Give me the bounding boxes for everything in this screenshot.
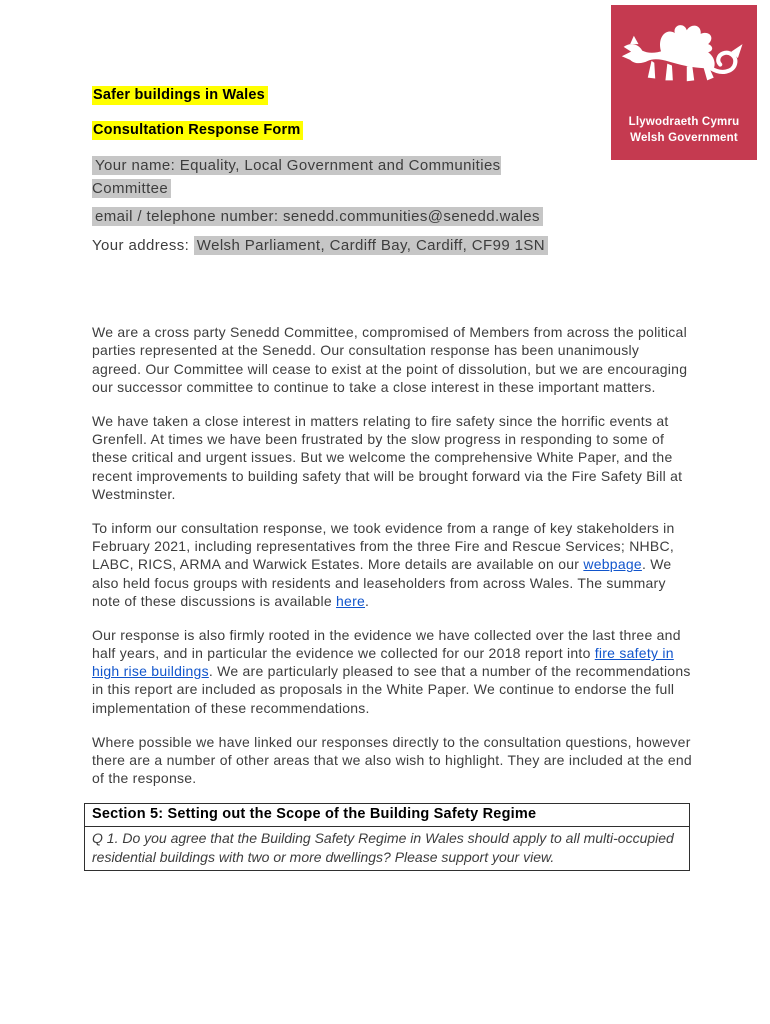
- table-row: [85, 804, 690, 827]
- name-label: Your name:: [95, 157, 176, 175]
- document-title-row: [92, 86, 692, 104]
- section-5-question-table: [84, 803, 690, 870]
- document-subtitle-row: [92, 121, 692, 139]
- paragraph-intro: We are a cross party Senedd Committee, compromised of Members from across the political parties represented at the Senedd. Our consultation response has been unanimously agreed. Our Committee will cease to exist at the point of dissolution, but we are encouraging our successor committee to continue to take a close interest in these important matters.: [92, 324, 688, 395]
- paragraph-text: .: [365, 592, 370, 609]
- paragraph-text: . We also held focus groups with residents and leaseholders from across Wales. The summary note of these discussions is available: [92, 556, 672, 609]
- respondent-name-row: [92, 155, 582, 200]
- fire-safety-report-link[interactable]: fire safety in high rise buildings: [92, 645, 674, 680]
- logo-text-english: Welsh Government: [630, 132, 738, 145]
- respondent-email-row: [92, 206, 582, 229]
- respondent-details: [92, 155, 582, 257]
- email-label: email / telephone number:: [95, 208, 279, 226]
- logo-text-welsh: Llywodraeth Cymru: [628, 115, 740, 128]
- response-body: [92, 323, 692, 787]
- paragraph-responses-note: Where possible we have linked our responses directly to the consultation questions, however there are a number of other areas that we also wish to highlight. They are included at the end of the response.: [92, 733, 692, 787]
- address-value: Welsh Parliament, Cardiff Bay, Cardiff, CF99 1SN: [194, 236, 548, 255]
- paragraph-text: Our response is also firmly rooted in the evidence we have collected over the last three and half years, and in particular the evidence we collected for our 2018 report into: [92, 626, 681, 662]
- question-1-text: Q 1. Do you agree that the Building Safety Regime in Wales should apply to all multi-occupied residential buildings with two or more dwellings? Please support your view.: [85, 827, 690, 870]
- document-content: [92, 0, 692, 871]
- paragraph-2018-report: [92, 626, 692, 717]
- summary-note-link[interactable]: here: [336, 592, 366, 609]
- section-title: Section 5: Setting out the Scope of the Building Safety Regime: [85, 804, 690, 827]
- paragraph-fire-safety-interest: We have taken a close interest in matters relating to fire safety since the horrific events at Grenfell. At times we have been frustrated by the slow progress in responding to some of these critical and urgent issues. But we welcome the comprehensive White Paper, and the recent improvements to building safety that will be brought forward via the Fire Safety Bill at Westminster.: [92, 413, 683, 502]
- address-label: Your address:: [92, 236, 190, 254]
- paragraph-text: . We are particularly pleased to see that a number of the recommendations in this report are included as proposals in the White Paper. We continue to endorse the full implementation of these recommendations.: [92, 663, 691, 716]
- paragraph-evidence: [92, 519, 692, 610]
- document-subtitle: Consultation Response Form: [92, 121, 303, 140]
- email-value: senedd.communities@senedd.wales: [283, 208, 540, 226]
- paragraph-text: To inform our consultation response, we took evidence from a range of key stakeholders in February 2021, including representatives from the three Fire and Rescue Services; NHBC, LABC, RICS, ARMA and Warwick Estates. More details are available on our: [92, 519, 675, 573]
- name-value: Equality, Local Government and Communities Committee: [92, 157, 501, 197]
- webpage-link[interactable]: webpage: [583, 556, 642, 573]
- document-title: Safer buildings in Wales: [92, 86, 268, 105]
- table-row: [85, 827, 690, 870]
- respondent-address-row: [92, 235, 582, 258]
